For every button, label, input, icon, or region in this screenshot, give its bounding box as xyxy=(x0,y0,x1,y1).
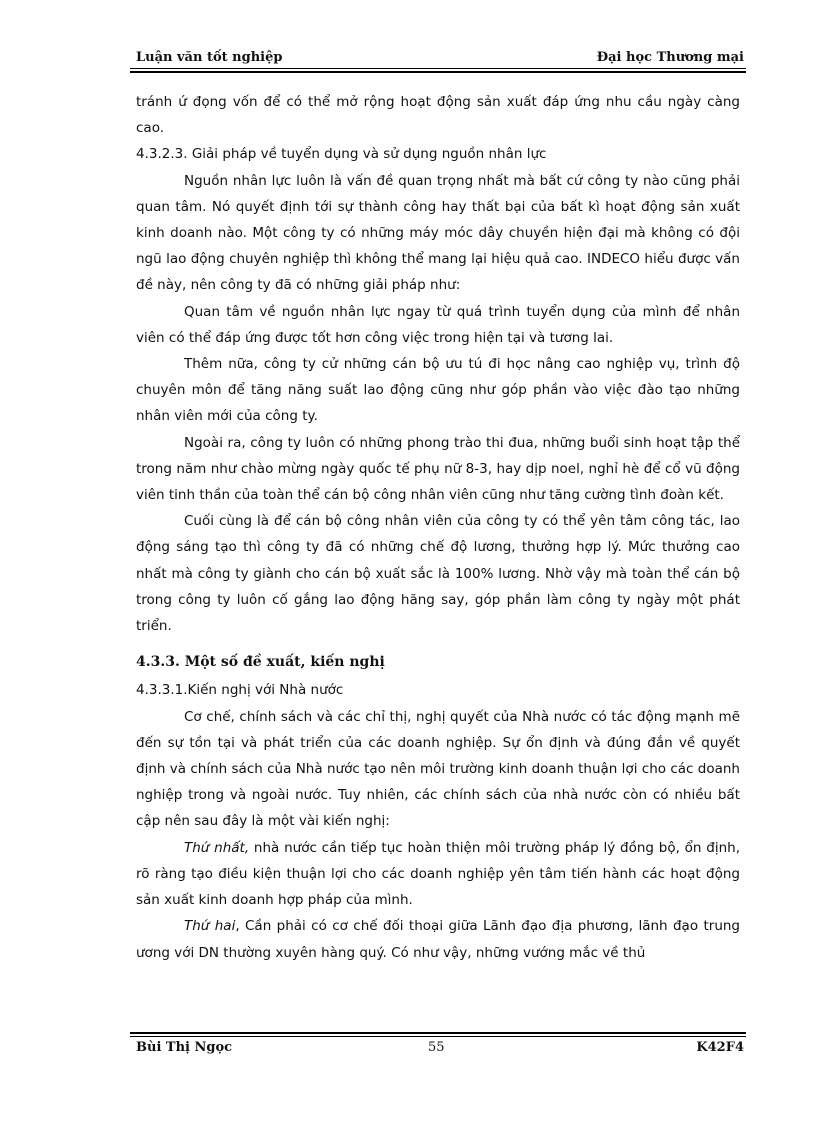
header-thesis-label: Luận văn tốt nghiệp xyxy=(136,50,283,65)
paragraph-state-policy: Cơ chế, chính sách và các chỉ thị, nghị quyết của Nhà nước có tác động mạnh mẽ đến sự tồn tại và phát triển của các doanh nghiệp. Sự ổn định và đúng đắn về quyết định và chính sách của Nhà nước tạo nên môi trường kinh doanh thuận lợi cho các doanh nghiệp trong và ngoài nước. Tuy nhiên, các chính sách của nhà nước còn có nhiều bất cập nên sau đây là một vài kiến nghị: xyxy=(136,708,740,830)
page-footer xyxy=(136,1040,744,1060)
page-body xyxy=(136,89,740,966)
paragraph-salary: Cuối cùng là để cán bộ công nhân viên của công ty có thể yên tâm công tác, lao động sáng tạo thì công ty đã có những chế độ lương, thưởng hợp lý. Mức thưởng cao nhất mà công ty giành cho cán bộ xuất sắc là 100% lương. Nhờ vậy mà toàn thể cán bộ trong công ty luôn cố gắng lao động hăng say, góp phần làm công ty ngày một phát triển. xyxy=(136,513,740,635)
paragraph-training: Thêm nữa, công ty cử những cán bộ ưu tú đi học nâng cao nghiệp vụ, trình độ chuyên môn để tăng năng suất lao động cũng như góp phần vào việc đào tạo những nhân viên mới của công ty. xyxy=(136,356,740,425)
paragraph-continuation: tránh ứ đọng vốn để có thể mở rộng hoạt động sản xuất đáp ứng nhu cầu ngày càng cao. xyxy=(136,94,740,137)
paragraph-second-proposal xyxy=(136,913,740,965)
first-proposal-text: nhà nước cần tiếp tục hoàn thiện môi trường pháp lý đồng bộ, ổn định, rõ ràng tạo điều kiện thuận lợi cho các doanh nghiệp yên tâm tiến hành các hoạt động sản xuất kinh doanh hợp pháp của mình. xyxy=(136,839,740,909)
second-proposal-text: , Cần phải có cơ chế đối thoại giữa Lãnh đạo địa phương, lãnh đạo trung ương với DN thường xuyên hàng quý. Có như vậy, những vướng mắc về thủ xyxy=(136,918,740,961)
paragraph-recruitment: Quan tâm về nguồn nhân lực ngay từ quá trình tuyển dụng của mình để nhân viên có thể đáp ứng được tốt hơn công việc trong hiện tại và tương lai. xyxy=(136,303,740,346)
header-rule xyxy=(130,68,746,69)
paragraph-human-resources: Nguồn nhân lực luôn là vấn đề quan trọng nhất mà bất cứ công ty nào cũng phải quan tâm. Nó quyết định tới sự thành công hay thất bại của bất kì hoạt động sản xuất kinh doanh nào. Một công ty có những máy móc dây chuyền hiện đại mà không có đội ngũ lao động chuyên nghiệp thì không thể mang lại hiệu quả cao. INDECO hiểu được vấn đề này, nên công ty đã có những giải pháp như: xyxy=(136,172,740,294)
paragraph-first-proposal xyxy=(136,835,740,914)
subsection-heading-4-3-3-1: 4.3.3.1.Kiến nghị với Nhà nước xyxy=(136,682,344,699)
subsection-heading-4-3-2-3: 4.3.2.3. Giải pháp về tuyển dụng và sử dụng nguồn nhân lực xyxy=(136,146,547,163)
first-label: Thứ nhất, xyxy=(184,839,250,856)
section-heading-4-3-3: 4.3.3. Một số đề xuất, kiến nghị xyxy=(136,654,385,671)
footer-rule xyxy=(130,1036,746,1037)
footer-rule-thick xyxy=(130,1032,746,1034)
header-university-label: Đại học Thương mại xyxy=(596,50,744,65)
paragraph-activities: Ngoài ra, công ty luôn có những phong trào thi đua, những buổi sinh hoạt tập thể trong năm như chào mừng ngày quốc tế phụ nữ 8-3, hay dịp noel, nghỉ hè để cổ vũ động viên tinh thần của toàn thể cán bộ công nhân viên cũng như tăng cường tình đoàn kết. xyxy=(136,434,740,504)
page-header xyxy=(136,50,744,70)
footer-page-number: 55 xyxy=(428,1040,445,1055)
header-rule-thick xyxy=(130,71,746,73)
footer-class-code: K42F4 xyxy=(696,1040,744,1055)
footer-author: Bùi Thị Ngọc xyxy=(136,1040,233,1055)
second-label: Thứ hai xyxy=(184,918,236,935)
